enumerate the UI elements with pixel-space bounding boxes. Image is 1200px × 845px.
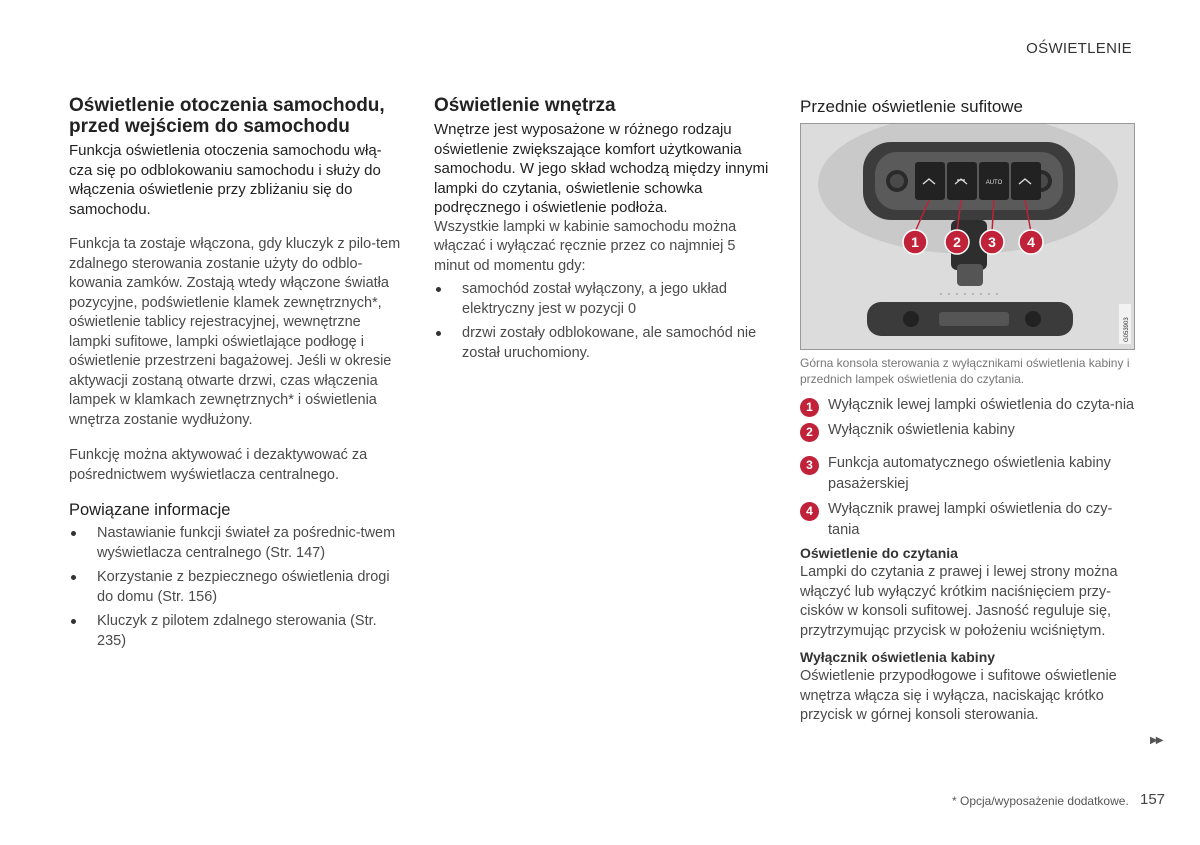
- legend-text: Funkcja automatycznego oświetlenia kabiny pasażerskiej: [828, 455, 1111, 492]
- page-number: 157: [1140, 791, 1166, 808]
- svg-text:1: 1: [911, 234, 919, 250]
- lead-paragraph: Wnętrze jest wyposażone w różnego rodzaju oświetlenie zwiększające komfort użytkowania samochodu. W jego skład wchodzą między innymi lampki do czytania, oświetlenie schowka podręcznego i oświetlenie podłoża.: [434, 121, 769, 216]
- svg-text:2: 2: [953, 234, 961, 250]
- column-left: [69, 95, 404, 656]
- figure-code: G053903: [1124, 317, 1130, 342]
- column-middle: [434, 95, 769, 368]
- svg-text:3: 3: [988, 234, 996, 250]
- list-item: samochód został wyłączony, a jego układ elektryczny jest w pozycji 0: [434, 280, 769, 319]
- number-badge: 1: [800, 398, 819, 417]
- reading-light-heading: Oświetlenie do czytania: [800, 545, 958, 561]
- related-link[interactable]: Nastawianie funkcji świateł za pośrednic-twem wyświetlacza centralnego (Str. 147): [69, 524, 404, 563]
- related-link[interactable]: Korzystanie z bezpiecznego oświetlenia drogi do domu (Str. 156): [69, 568, 404, 607]
- related-info-list: [69, 524, 404, 651]
- body-paragraph-1: Funkcja ta zostaje włączona, gdy kluczyk z pilo-tem zdalnego sterowania zostanie użyty do odblo-kowania zamków. Zostają wtedy włączone światła pozycyjne, podświetlenie klamek zewnętrznych*, oświetlenie tablicy rejestracyjnej, wewnętrzne lampki sufitowe, lampki oświetlające podłogę i oświetlenie przestrzeni bagażowej. Jeśli w okresie aktywacji zostaną otwarte drzwi, czas włączenia lampek w klamkach zewnętrznych* i oświetlenia wnętrza zostanie wydłużony.: [69, 236, 401, 428]
- lead-paragraph: Funkcja oświetlenia otoczenia samochodu włą-cza się po odblokowaniu samochodu i służy do włączenia oświetlenie przy zbliżaniu się do samochodu.: [69, 142, 382, 218]
- figure-caption: Górna konsola sterowania z wyłącznikami oświetlenia kabiny i przednich lampek oświetlenia do czytania.: [800, 356, 1130, 386]
- callout-3: [980, 230, 1004, 254]
- body-paragraph-1: Wszystkie lampki w kabinie samochodu można włączać i wyłączać ręcznie przez co najmniej 5 minut od momentu gdy:: [434, 218, 737, 274]
- reading-light-text: Lampki do czytania z prawej i lewej strony można włączyć lub wyłączyć krótkim naciśnięciem przy-cisków w konsoli sufitowej. Jasność reguluje się, przytrzymując przycisk w położeniu wciśniętym.: [800, 564, 1118, 639]
- cabin-switch-heading: Wyłącznik oświetlenia kabiny: [800, 649, 996, 665]
- auto-button-label: AUTO: [985, 180, 1003, 186]
- legend-item: [800, 420, 1135, 441]
- number-badge: 4: [800, 502, 819, 521]
- svg-text:4: 4: [1027, 234, 1035, 250]
- legend-item: [800, 395, 1135, 416]
- section-title: OŚWIETLENIE: [1026, 40, 1132, 57]
- legend-text: Wyłącznik prawej lampki oświetlenia do czy-tania: [828, 501, 1113, 538]
- related-info-heading: Powiązane informacje: [69, 501, 231, 519]
- callout-legend: [800, 395, 1135, 541]
- body-paragraph-2: Funkcję można aktywować i dezaktywować za pośrednictwem wyświetlacza centralnego.: [69, 447, 368, 483]
- cabin-switch-text: Oświetlenie przypodłogowe i sufitowe oświetlenie wnętrza włącza się i wyłącza, naciskając krótko przycisk w górnej konsoli sterowania.: [800, 668, 1117, 723]
- overhead-console-illustration: [801, 124, 1135, 350]
- column-right: [800, 95, 1135, 726]
- legend-item: [800, 499, 1135, 541]
- legend-text: Wyłącznik lewej lampki oświetlenia do czyta-nia: [828, 397, 1135, 413]
- callout-4: [1019, 230, 1043, 254]
- legend-item: [800, 453, 1135, 495]
- related-link[interactable]: Kluczyk z pilotem zdalnego sterowania (Str. 235): [69, 612, 404, 651]
- heading-front-ceiling-lighting: Przednie oświetlenie sufitowe: [800, 97, 1024, 116]
- list-item: drzwi zostały odblokowane, ale samochód nie został uruchomiony.: [434, 324, 769, 363]
- number-badge: 2: [800, 423, 819, 442]
- continue-arrow-icon: ▶▶: [1150, 735, 1162, 746]
- number-badge: 3: [800, 456, 819, 475]
- callout-2: [945, 230, 969, 254]
- conditions-list: [434, 280, 769, 363]
- heading-exterior-approach-lighting: Oświetlenie otoczenia samochodu, przed wejściem do samochodu: [69, 95, 385, 137]
- legend-text: Wyłącznik oświetlenia kabiny: [828, 422, 1015, 438]
- callout-1: [903, 230, 927, 254]
- footnote: * Opcja/wyposażenie dodatkowe.: [952, 794, 1129, 808]
- overhead-console-photo: [800, 123, 1135, 350]
- heading-interior-lighting: Oświetlenie wnętrza: [434, 95, 616, 116]
